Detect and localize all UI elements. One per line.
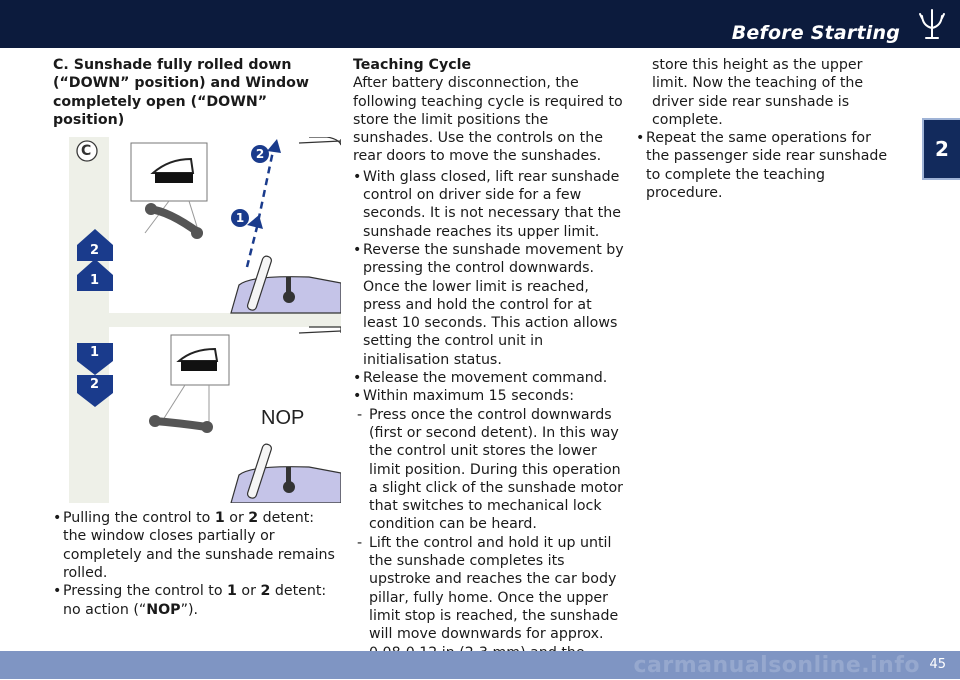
sunshade-diagram	[69, 137, 341, 503]
section-heading-c: C. Sunshade fully rolled down (“DOWN” position) and Window completely open (“DOWN” position)	[53, 57, 309, 128]
down-arrow-1: 1	[90, 345, 100, 361]
column-3	[636, 56, 898, 202]
page-header	[0, 0, 960, 48]
page-number: 45	[929, 657, 946, 672]
chapter-tab[interactable]: 2	[922, 118, 960, 180]
sub-list-item: - Press once the control downwards (first or second detent). In this way the control unit stores the lower limit position. During this operation a slight click of the sunshade motor that switches to mechanical lock condition can be heard.	[357, 406, 624, 533]
list-item: • With glass closed, lift rear sunshade control on driver side for a few seconds. It is not necessary that the sunshade reaches its upper limit.	[353, 168, 625, 241]
column-2	[353, 56, 625, 680]
trident-logo-icon	[914, 8, 950, 44]
column-1	[53, 56, 338, 619]
continuation-text: store this height as the upper limit. Now the teaching of the driver side rear sunshade is complete.	[652, 57, 864, 128]
teaching-cycle-heading: Teaching Cycle	[353, 57, 472, 73]
figure-label: C	[81, 143, 92, 160]
nop-label: NOP	[261, 407, 305, 430]
list-item: • Release the movement command.	[353, 369, 625, 387]
list-item: • Within maximum 15 seconds:	[353, 387, 625, 405]
sunshade-figure	[69, 137, 341, 503]
up-arrow-2: 2	[90, 243, 100, 259]
header-title: Before Starting	[731, 22, 900, 44]
list-item: • Reverse the sunshade movement by pressing the control downwards. Once the lower limit is reached, press and hold the control for at least 10 seconds. This action allows setting the control unit in initialisation status.	[353, 241, 625, 369]
up-arrow-1: 1	[90, 273, 100, 289]
down-arrow-2: 2	[90, 377, 100, 393]
list-item: • Repeat the same operations for the passenger side rear sunshade to complete the teaching procedure.	[636, 129, 898, 202]
teaching-cycle-intro: After battery disconnection, the following teaching cycle is required to store the limit positions the sunshades. Use the controls on the rear doors to move the sunshades.	[353, 75, 623, 165]
path-marker-2: 2	[251, 145, 269, 163]
watermark: carmanualsonline.info	[633, 653, 920, 678]
bullet-pressing: • Pressing the control to 1 or 2 detent: no action (“NOP”).	[53, 582, 338, 619]
page-footer	[0, 651, 960, 679]
sub-list-item: - Lift the control and hold it up until the sunshade completes its upstroke and reaches the car body pillar, fully home. Once the upper limit stop is reached, the sunshade will move downwards for approx.	[357, 534, 619, 643]
path-marker-1: 1	[231, 209, 249, 227]
bullet-pulling: • Pulling the control to 1 or 2 detent: the window closes partially or completely and the sunshade remains rolled.	[53, 509, 338, 582]
